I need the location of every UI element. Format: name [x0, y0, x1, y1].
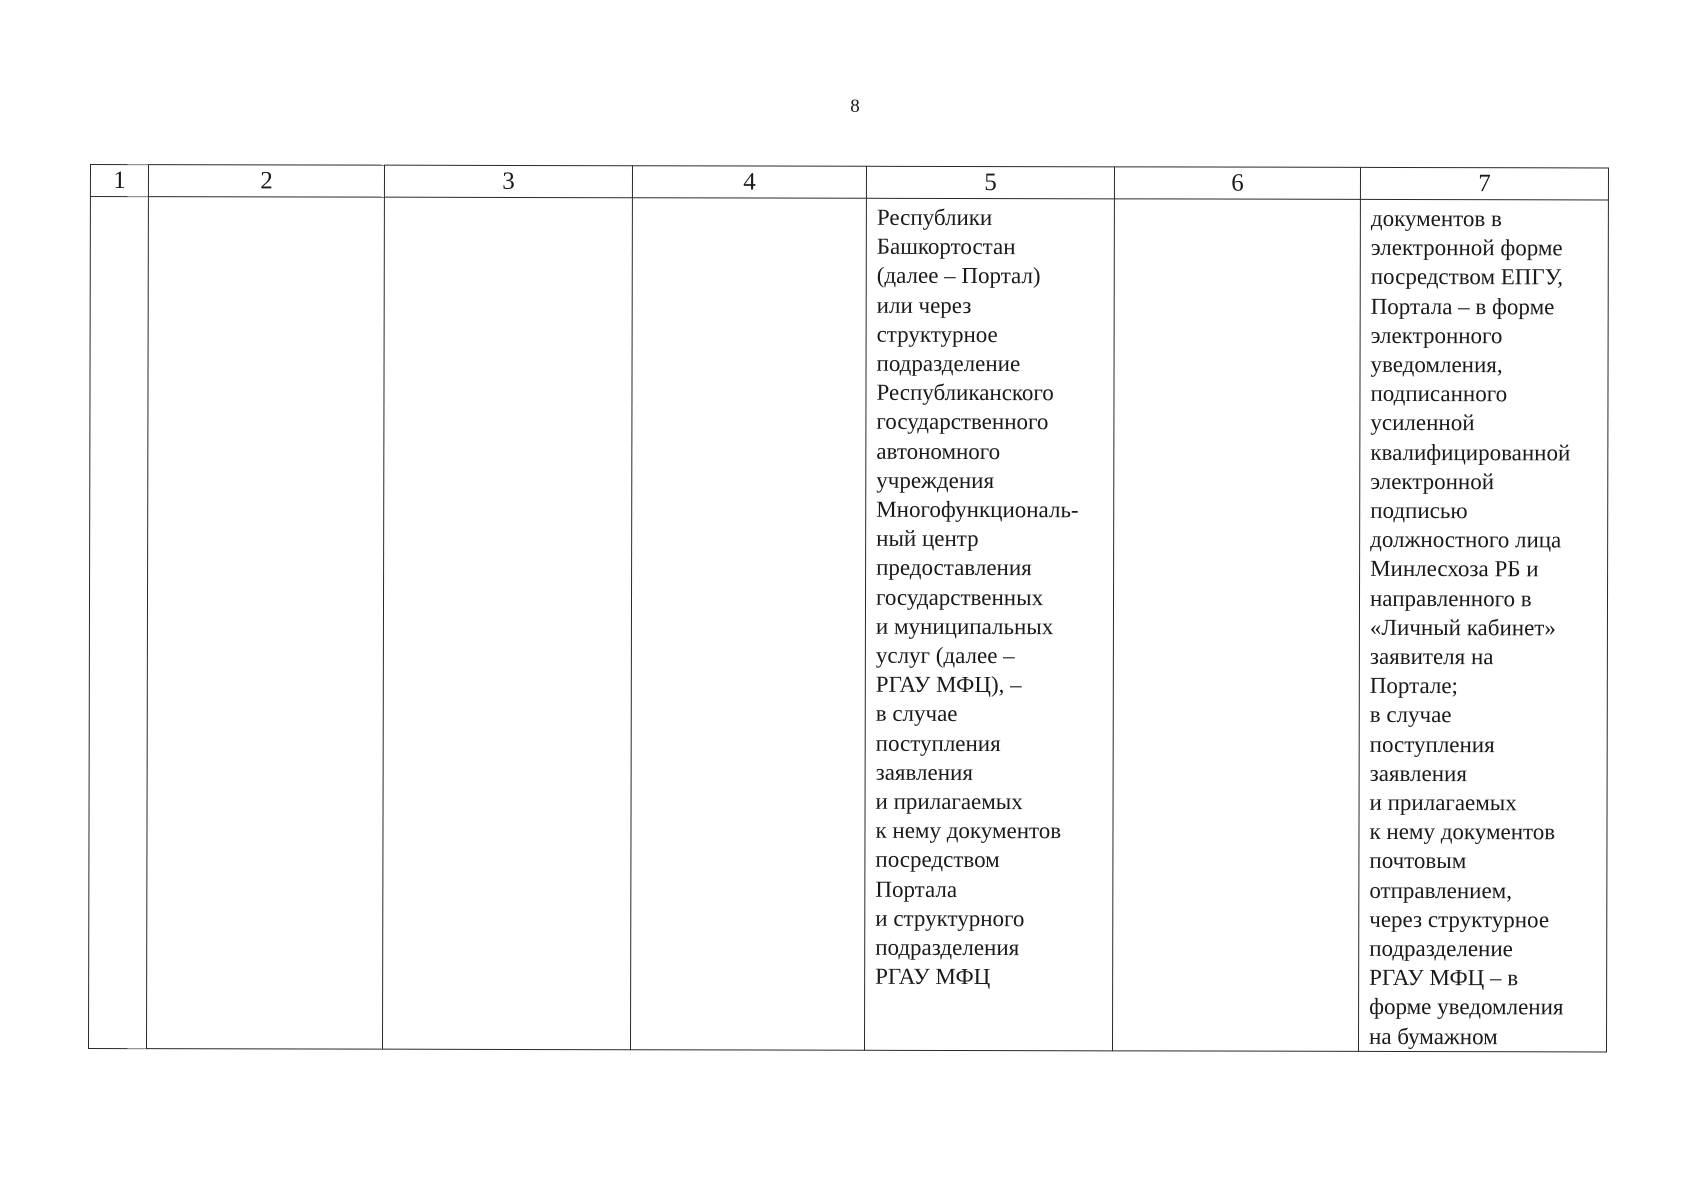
column-header-5: 5: [866, 166, 1114, 199]
column-header-7: 7: [1360, 167, 1608, 200]
table-cell-col-1: [88, 197, 148, 1049]
table-cell-col-2: [146, 197, 384, 1049]
table-cell-col-3: [382, 197, 632, 1049]
page-number: 8: [850, 96, 860, 117]
column-header-6: 6: [1114, 167, 1360, 200]
table-cell-col-4: [630, 198, 866, 1050]
table-header-row: [90, 165, 1608, 200]
cell-text-col-7: документов в электронной форме посредством ЕПГУ, Портала – в форме электронного уведомления, подписанного усиленной квалифицированной электронной подписью должностного лица Минлесхоза РБ и направленного в «Личный кабинет» заявителя на Портале; в случае поступления заявления и прилагаемых к нему документов почтовым отправлением, через структурное подразделение РГАУ МФЦ – в форме уведомления на бумажном: [1368, 205, 1571, 1049]
cell-text-col-5: Республики Башкортостан (далее – Портал) или через структурное подразделение Республиканского государственного автономного учреждения Многофункциональ- ный центр предоставления государственных и муниципальных услуг (далее – РГАУ МФЦ), – в случае поступления заявления и прилагаемых к нему документов посредством Портала и структурного подразделения РГАУ МФЦ: [875, 204, 1079, 990]
column-header-1: 1: [90, 165, 148, 197]
table-cell-col-5: [864, 198, 1114, 1050]
column-header-4: 4: [632, 166, 866, 199]
table-cell-col-6: [1112, 199, 1360, 1051]
column-header-2: 2: [148, 165, 384, 198]
document-table: [88, 164, 1609, 1052]
table-cell-col-7: [1358, 199, 1608, 1051]
column-header-3: 3: [384, 165, 632, 198]
table-row: [88, 197, 1608, 1052]
